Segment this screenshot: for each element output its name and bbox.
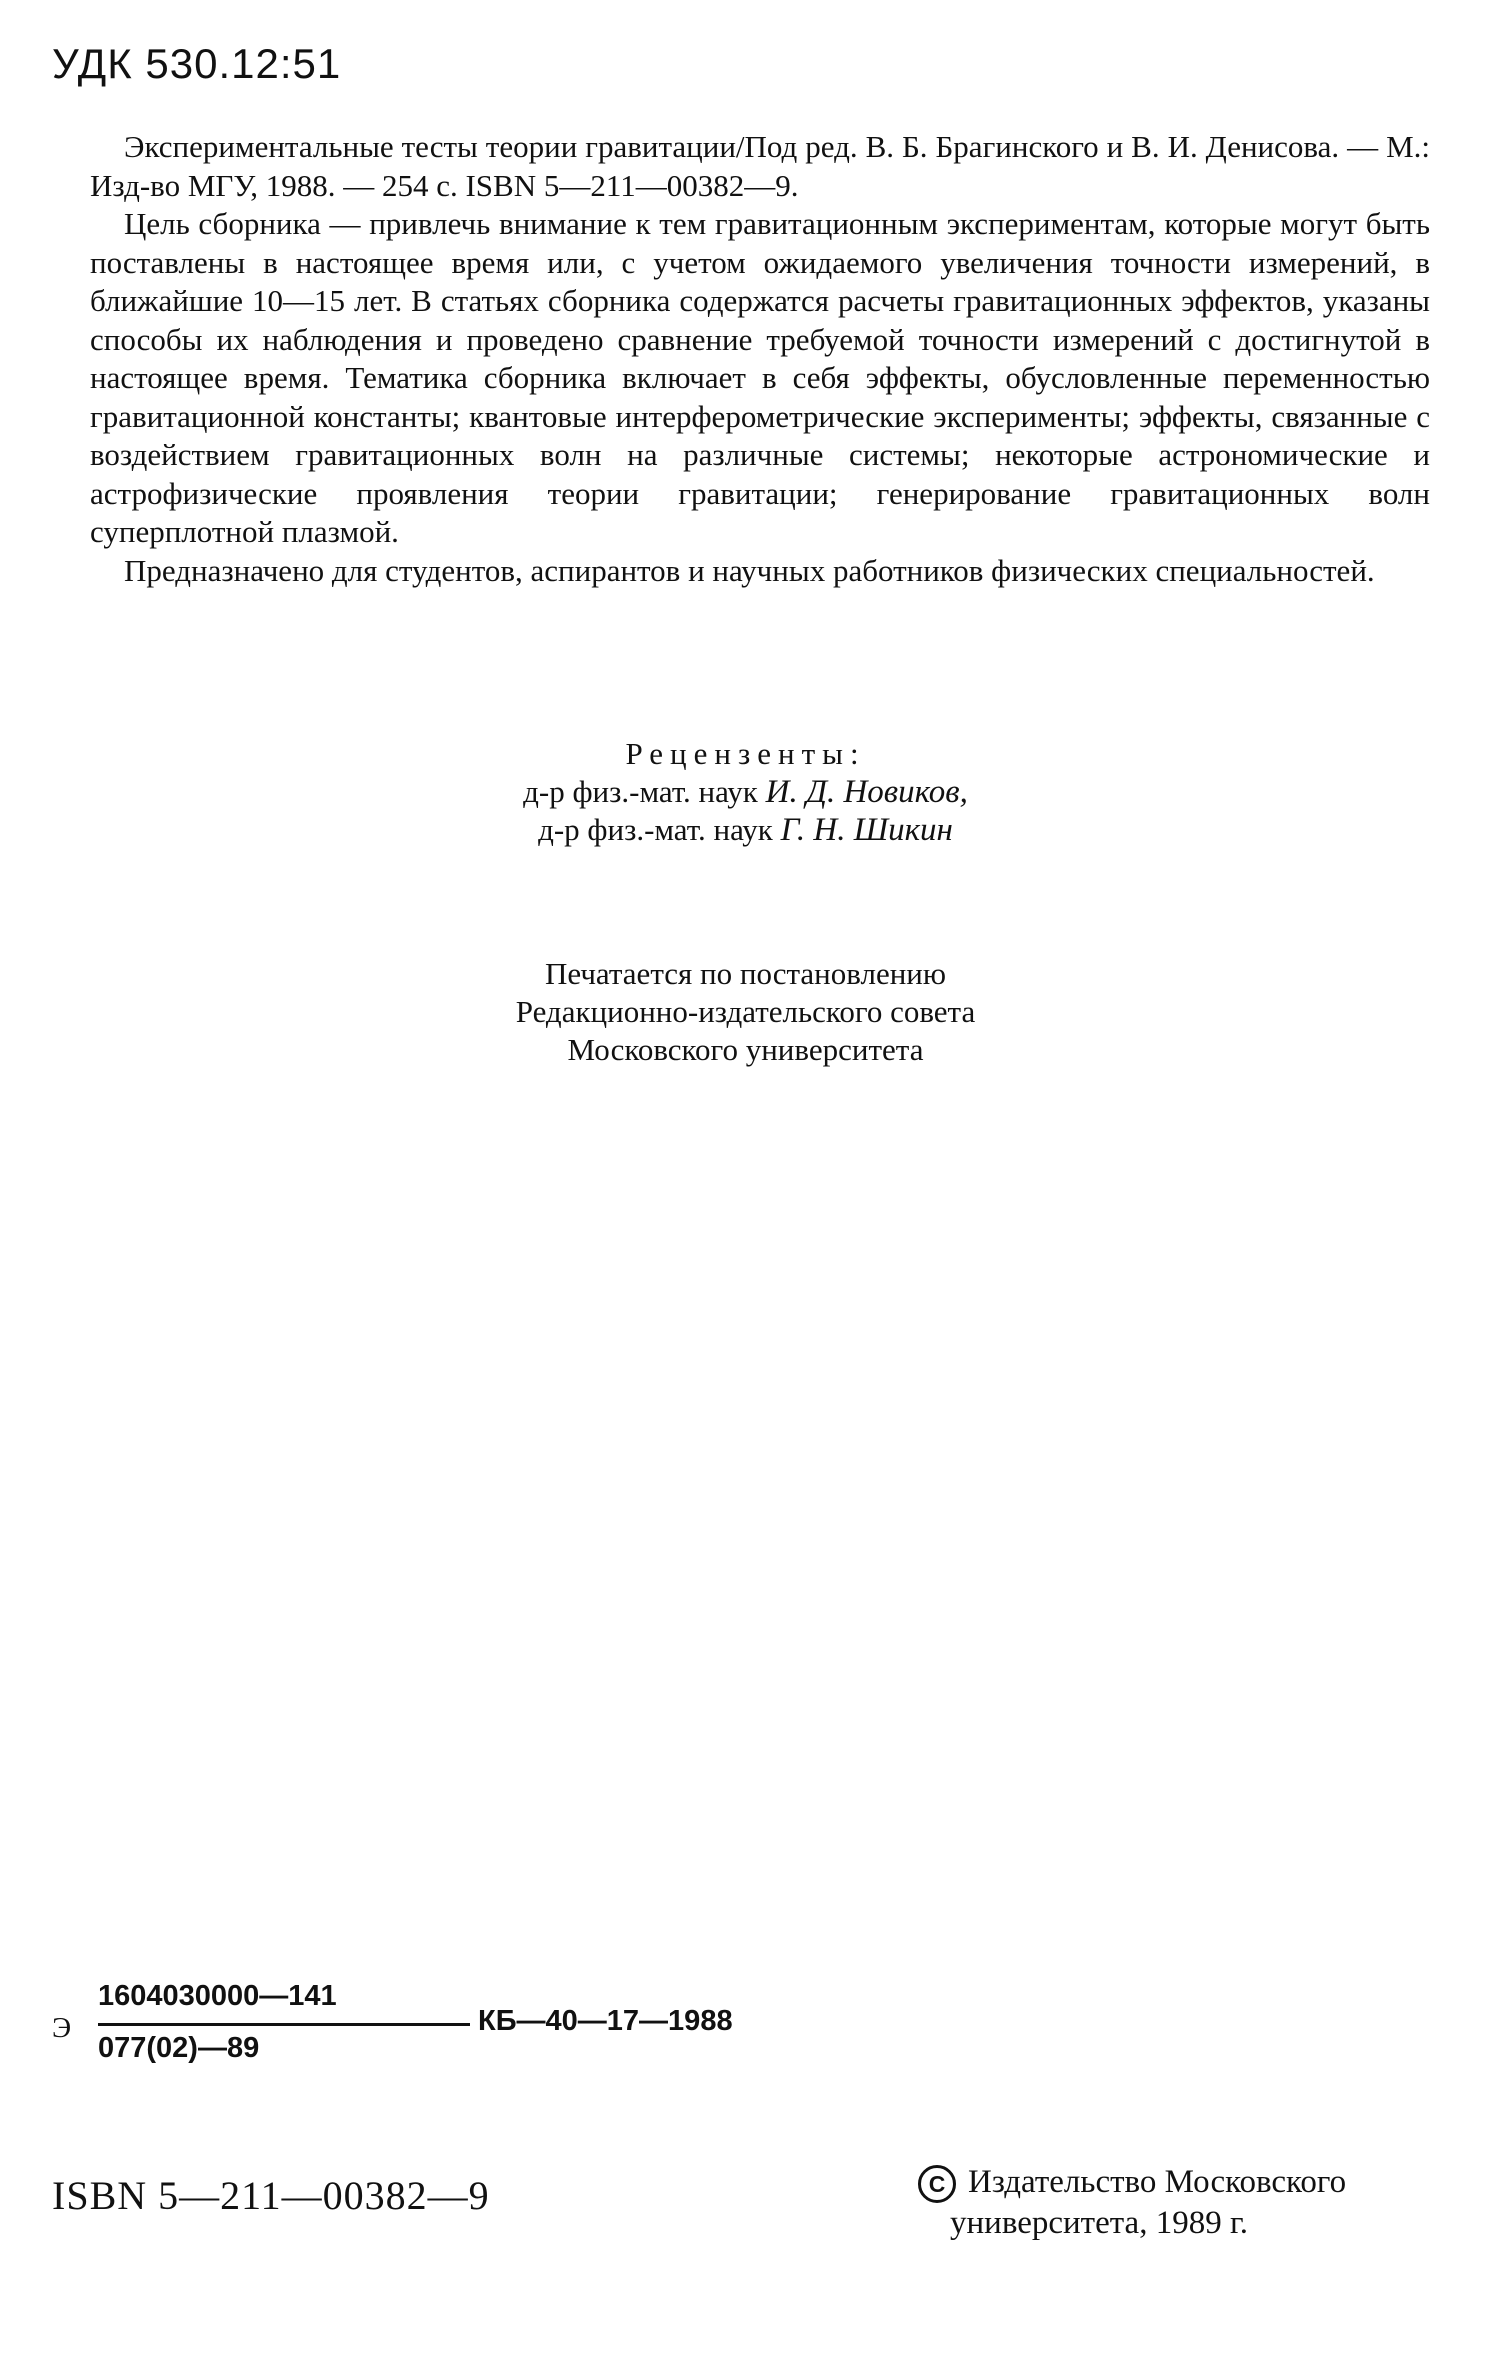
reviewer-2: [0, 811, 1491, 849]
biblio-numerator: 1604030000—141: [98, 1980, 337, 2012]
reviewer-1-name: И. Д. Новиков,: [765, 774, 968, 810]
copyright-icon: C: [918, 2165, 956, 2203]
biblio-letter: Э: [52, 2012, 72, 2044]
reviewer-2-degree: д-р физ.-мат. наук: [538, 812, 773, 847]
reviewer-2-name: Г. Н. Шикин: [780, 812, 953, 848]
isbn: ISBN 5—211—00382—9: [52, 2173, 490, 2218]
fraction-bar: [98, 2023, 470, 2026]
approval-block: [0, 955, 1491, 1069]
copyright-line-1: Издательство Московского: [968, 2164, 1347, 2200]
approval-line-3: Московского университета: [567, 1032, 924, 1067]
udk-code: УДК 530.12:51: [52, 40, 342, 87]
reviewer-1-degree: д-р физ.-мат. наук: [523, 774, 758, 809]
abstract: [90, 128, 1430, 590]
copyright-line-2: университета, 1989 г.: [950, 2205, 1249, 2242]
biblio-kb-code: КБ—40—17—1988: [478, 2005, 733, 2037]
approval-line-2: Редакционно-издательского совета: [515, 994, 976, 1029]
copyright-block: [918, 2162, 1346, 2243]
abstract-summary: Цель сборника — привлечь внимание к тем гравитационным экспериментам, которые могут быть поставлены в настоящее время или, с учетом ожидаемого увеличения точности измерений, в ближайшие 10—15 лет. В статьях сборника содержатся расчеты гравитационных эффектов, указаны способы их наблюдения и проведено сравнение требуемой точности измерений с достигнутой в настоящее время. Тематика сборника включает в себя эффекты, обусловленные переменностью гравитационной константы; квантовые интерферометрические эксперименты; эффекты, связанные с воздействием гравитационных волн на различные системы; некоторые астрономические и астрофизические проявления теории гравитации; генерирование гравитационных волн суперплотной плазмой.: [90, 206, 1430, 549]
bibliographic-code: [52, 1980, 752, 2100]
abstract-audience: Предназначено для студентов, аспирантов и научных работников физических специальностей.: [124, 552, 1375, 588]
reviewers-heading: Рецензенты:: [625, 736, 866, 771]
biblio-denominator: 077(02)—89: [98, 2032, 260, 2064]
reviewers-block: [0, 735, 1491, 849]
abstract-citation: Экспериментальные тесты теории гравитации/Под ред. В. Б. Брагинского и В. И. Денисова. — М.: Изд-во МГУ, 1988. — 254 с. ISBN 5—211—00382—9.: [90, 129, 1430, 203]
reviewer-1: [0, 773, 1491, 811]
approval-line-1: Печатается по постановлению: [544, 956, 947, 991]
